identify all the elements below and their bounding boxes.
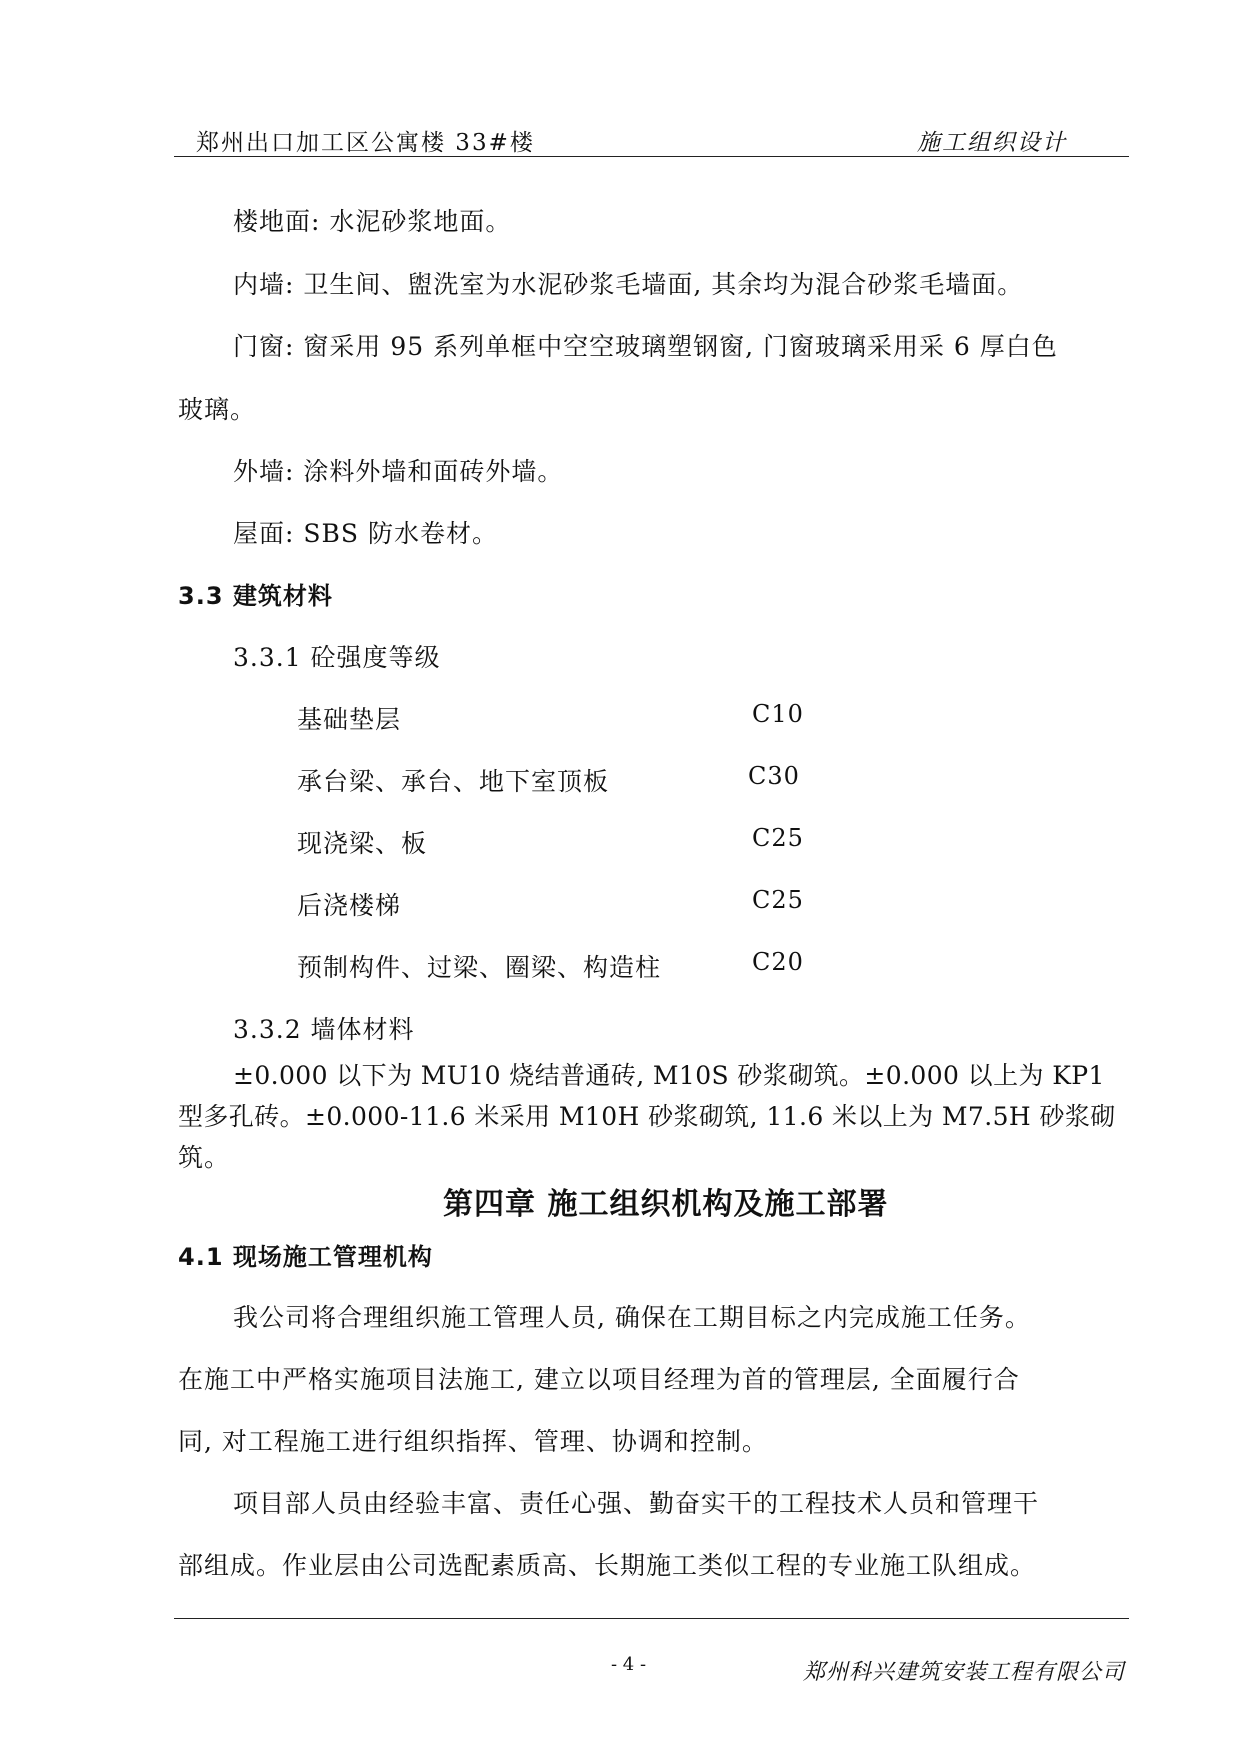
- grade-row-name: 现浇梁、板: [297, 829, 428, 858]
- grade-row-value: C20: [752, 948, 804, 976]
- finish-doors-windows: 门窗: 窗采用 95 系列单框中空空玻璃塑钢窗, 门窗玻璃采用采 6 厚白色: [233, 332, 1058, 361]
- finish-roof: 屋面: SBS 防水卷材。: [233, 519, 498, 548]
- wall-material-line: 型多孔砖。±0.000-11.6 米采用 M10H 砂浆砌筑, 11.6 米以上为 M7.5H 砂浆砌: [178, 1102, 1116, 1131]
- paragraph-line: 同, 对工程施工进行组织指挥、管理、协调和控制。: [178, 1427, 768, 1456]
- subsection-3-3-2: 3.3.2 墙体材料: [233, 1015, 415, 1044]
- header-rule: [174, 156, 1129, 157]
- grade-row-name: 预制构件、过梁、圈梁、构造柱: [297, 953, 662, 982]
- section-3-3-title: 3.3 建筑材料: [178, 582, 333, 610]
- grade-row-name: 后浇楼梯: [297, 891, 402, 920]
- finish-floor: 楼地面: 水泥砂浆地面。: [233, 207, 512, 236]
- subsection-3-3-1: 3.3.1 砼强度等级: [233, 643, 441, 672]
- footer-company: 郑州科兴建筑安装工程有限公司: [803, 1660, 1126, 1685]
- finish-inner-wall: 内墙: 卫生间、盥洗室为水泥砂浆毛墙面, 其余均为混合砂浆毛墙面。: [233, 270, 1024, 299]
- finish-doors-windows-cont: 玻璃。: [178, 395, 257, 424]
- chapter-4-title: 第四章 施工组织机构及施工部署: [443, 1187, 889, 1222]
- header-left-title: 郑州出口加工区公寓楼 33#楼: [196, 130, 535, 156]
- paragraph-line: 项目部人员由经验丰富、责任心强、勤奋实干的工程技术人员和管理干: [233, 1489, 1040, 1518]
- grade-row-name: 承台梁、承台、地下室顶板: [297, 767, 610, 796]
- grade-row-value: C25: [752, 824, 804, 852]
- grade-row-value: C30: [748, 762, 800, 790]
- footer-rule: [174, 1618, 1129, 1619]
- grade-row-value: C10: [752, 700, 804, 728]
- wall-material-line: ±0.000 以下为 MU10 烧结普通砖, M10S 砂浆砌筑。±0.000 以上为 KP1: [233, 1061, 1105, 1090]
- paragraph-line: 部组成。作业层由公司选配素质高、长期施工类似工程的专业施工队组成。: [178, 1551, 1037, 1580]
- paragraph-line: 在施工中严格实施项目法施工, 建立以项目经理为首的管理层, 全面履行合: [178, 1365, 1020, 1394]
- grade-row-name: 基础垫层: [297, 705, 402, 734]
- grade-row-value: C25: [752, 886, 804, 914]
- wall-material-line: 筑。: [178, 1143, 231, 1172]
- header-right-title: 施工组织设计: [917, 130, 1067, 156]
- paragraph-line: 我公司将合理组织施工管理人员, 确保在工期目标之内完成施工任务。: [233, 1303, 1031, 1332]
- page-number: - 4 -: [611, 1654, 647, 1675]
- finish-outer-wall: 外墙: 涂料外墙和面砖外墙。: [233, 457, 564, 486]
- section-4-1-title: 4.1 现场施工管理机构: [178, 1243, 433, 1271]
